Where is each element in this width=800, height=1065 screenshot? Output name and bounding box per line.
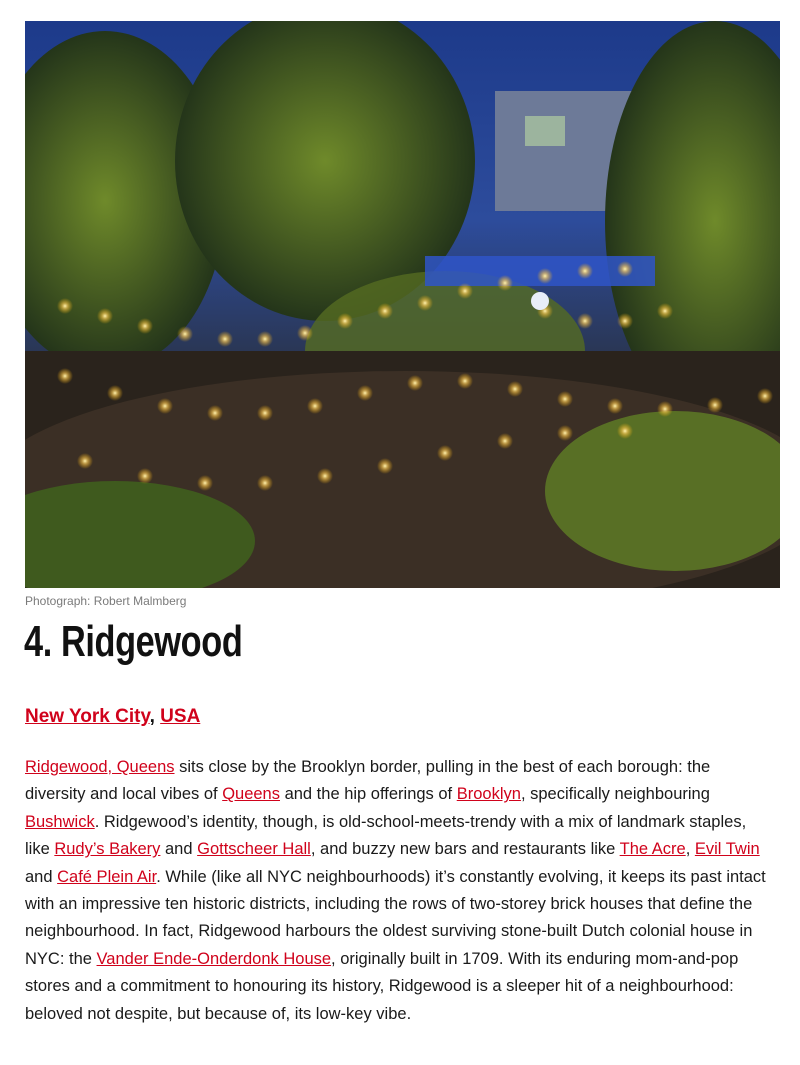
location-separator: , <box>149 706 155 727</box>
body-text-5: and <box>160 840 198 859</box>
link-bushwick[interactable]: Bushwick <box>25 812 95 831</box>
location-line <box>25 706 200 728</box>
body-text-7: , <box>685 840 695 859</box>
link-vander-ende-onderdonk-house[interactable]: Vander Ende-Onderdonk House <box>96 949 332 968</box>
article-heading: 4. Ridgewood <box>24 617 243 666</box>
body-text-6: , and buzzy new bars and restaurants like <box>310 840 620 859</box>
link-new-york-city[interactable]: New York City <box>25 706 150 727</box>
link-rudys-bakery[interactable]: Rudy’s Bakery <box>54 840 161 859</box>
link-gottscheer-hall[interactable]: Gottscheer Hall <box>197 840 311 859</box>
link-usa[interactable]: USA <box>160 706 201 727</box>
body-text-4: . Ridgewood’s identity, though, is old-school-meets-trendy with a mix of landmark staples, like <box>25 812 747 859</box>
photo-caption: Photograph: Robert Malmberg <box>25 594 187 608</box>
body-text-8: and <box>25 867 58 886</box>
body-text-3: , specifically neighbouring <box>520 785 710 804</box>
body-text-1: sits close by the Brooklyn border, pulling in the best of each borough: the diversity and local vibes of <box>25 758 711 804</box>
link-evil-twin[interactable]: Evil Twin <box>694 840 760 859</box>
body-text-9: . While (like all NYC neighbourhoods) it’s constantly evolving, it keeps its past intact with an impressive ten historic districts, including the rows of two-storey brick houses that define the neighbourhood. In fact, Ridgewood harbours the oldest surviving stone-built Dutch colonial house in NYC: the <box>25 867 766 968</box>
article-photo <box>25 21 780 588</box>
link-queens[interactable]: Queens <box>222 785 280 804</box>
article-body <box>25 754 770 1028</box>
link-brooklyn[interactable]: Brooklyn <box>456 785 521 804</box>
link-cafe-plein-air[interactable]: Café Plein Air <box>57 867 157 886</box>
link-the-acre[interactable]: The Acre <box>619 840 686 859</box>
link-ridgewood-queens[interactable]: Ridgewood, Queens <box>25 758 175 776</box>
body-text-10: , originally built in 1709. With its enduring mom-and-pop stores and a commitment to honouring its history, Ridgewood is a sleeper hit of a neighbourhood: beloved not despite, but because of, its low-key vibe. <box>25 949 739 1023</box>
body-text-2: and the hip offerings of <box>279 785 457 804</box>
